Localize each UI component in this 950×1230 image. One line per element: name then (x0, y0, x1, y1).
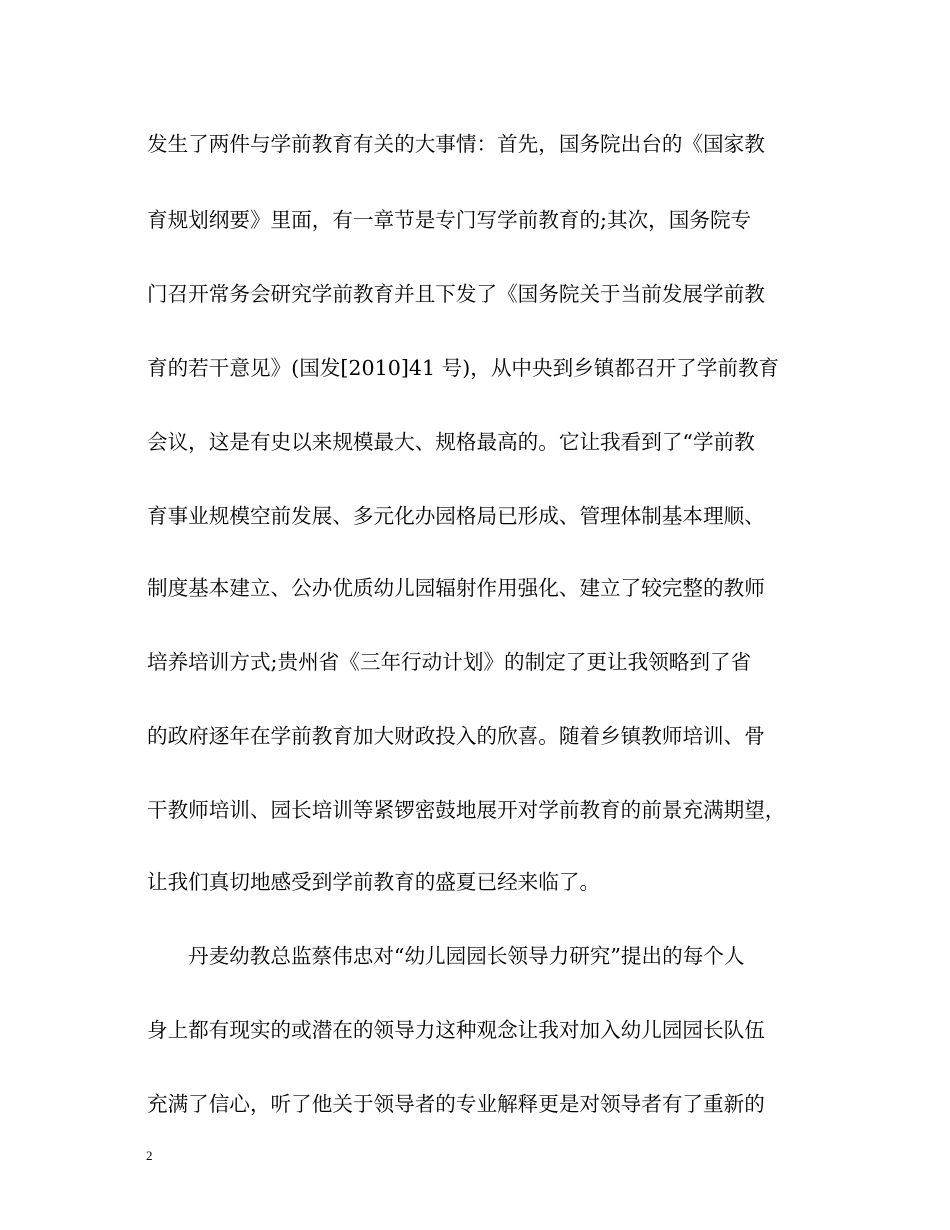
body-text-line: 制度基本建立、公办优质幼儿园辐射作用强化、建立了较完整的教师 (147, 576, 765, 600)
body-text-line: 发生了两件与学前教育有关的大事情：首先，国务院出台的《国家教 (147, 132, 765, 156)
body-text-line: 育的若干意见》(国发[2010]41 号)，从中央到乡镇都召开了学前教育 (147, 356, 780, 380)
body-text-line: 干教师培训、园长培训等紧锣密鼓地展开对学前教育的前景充满期望， (147, 798, 786, 822)
body-text-line: 培养培训方式;贵州省《三年行动计划》的制定了更让我领略到了省 (147, 650, 752, 674)
body-text-line: 育事业规模空前发展、多元化办园格局已形成、管理体制基本理顺、 (147, 504, 765, 528)
paragraph-first-line: 丹麦幼教总监蔡伟忠对“幼儿园园长领导力研究”提出的每个人 (188, 944, 745, 968)
body-text-line: 门召开常务会研究学前教育并且下发了《国务院关于当前发展学前教 (147, 282, 765, 306)
body-text-line: 育规划纲要》里面，有一章节是专门写学前教育的;其次，国务院专 (147, 208, 752, 232)
body-text-line: 让我们真切地感受到学前教育的盛夏已经来临了。 (147, 870, 601, 894)
body-text-line: 充满了信心，听了他关于领导者的专业解释更是对领导者有了重新的 (147, 1092, 765, 1116)
body-text-line: 的政府逐年在学前教育加大财政投入的欣喜。随着乡镇教师培训、骨 (147, 724, 765, 748)
page-number: 2 (146, 1148, 153, 1163)
body-text-line: 会议，这是有史以来规模最大、规格最高的。它让我看到了“学前教 (147, 430, 755, 454)
body-text-line: 身上都有现实的或潜在的领导力这种观念让我对加入幼儿园园长队伍 (147, 1018, 765, 1042)
